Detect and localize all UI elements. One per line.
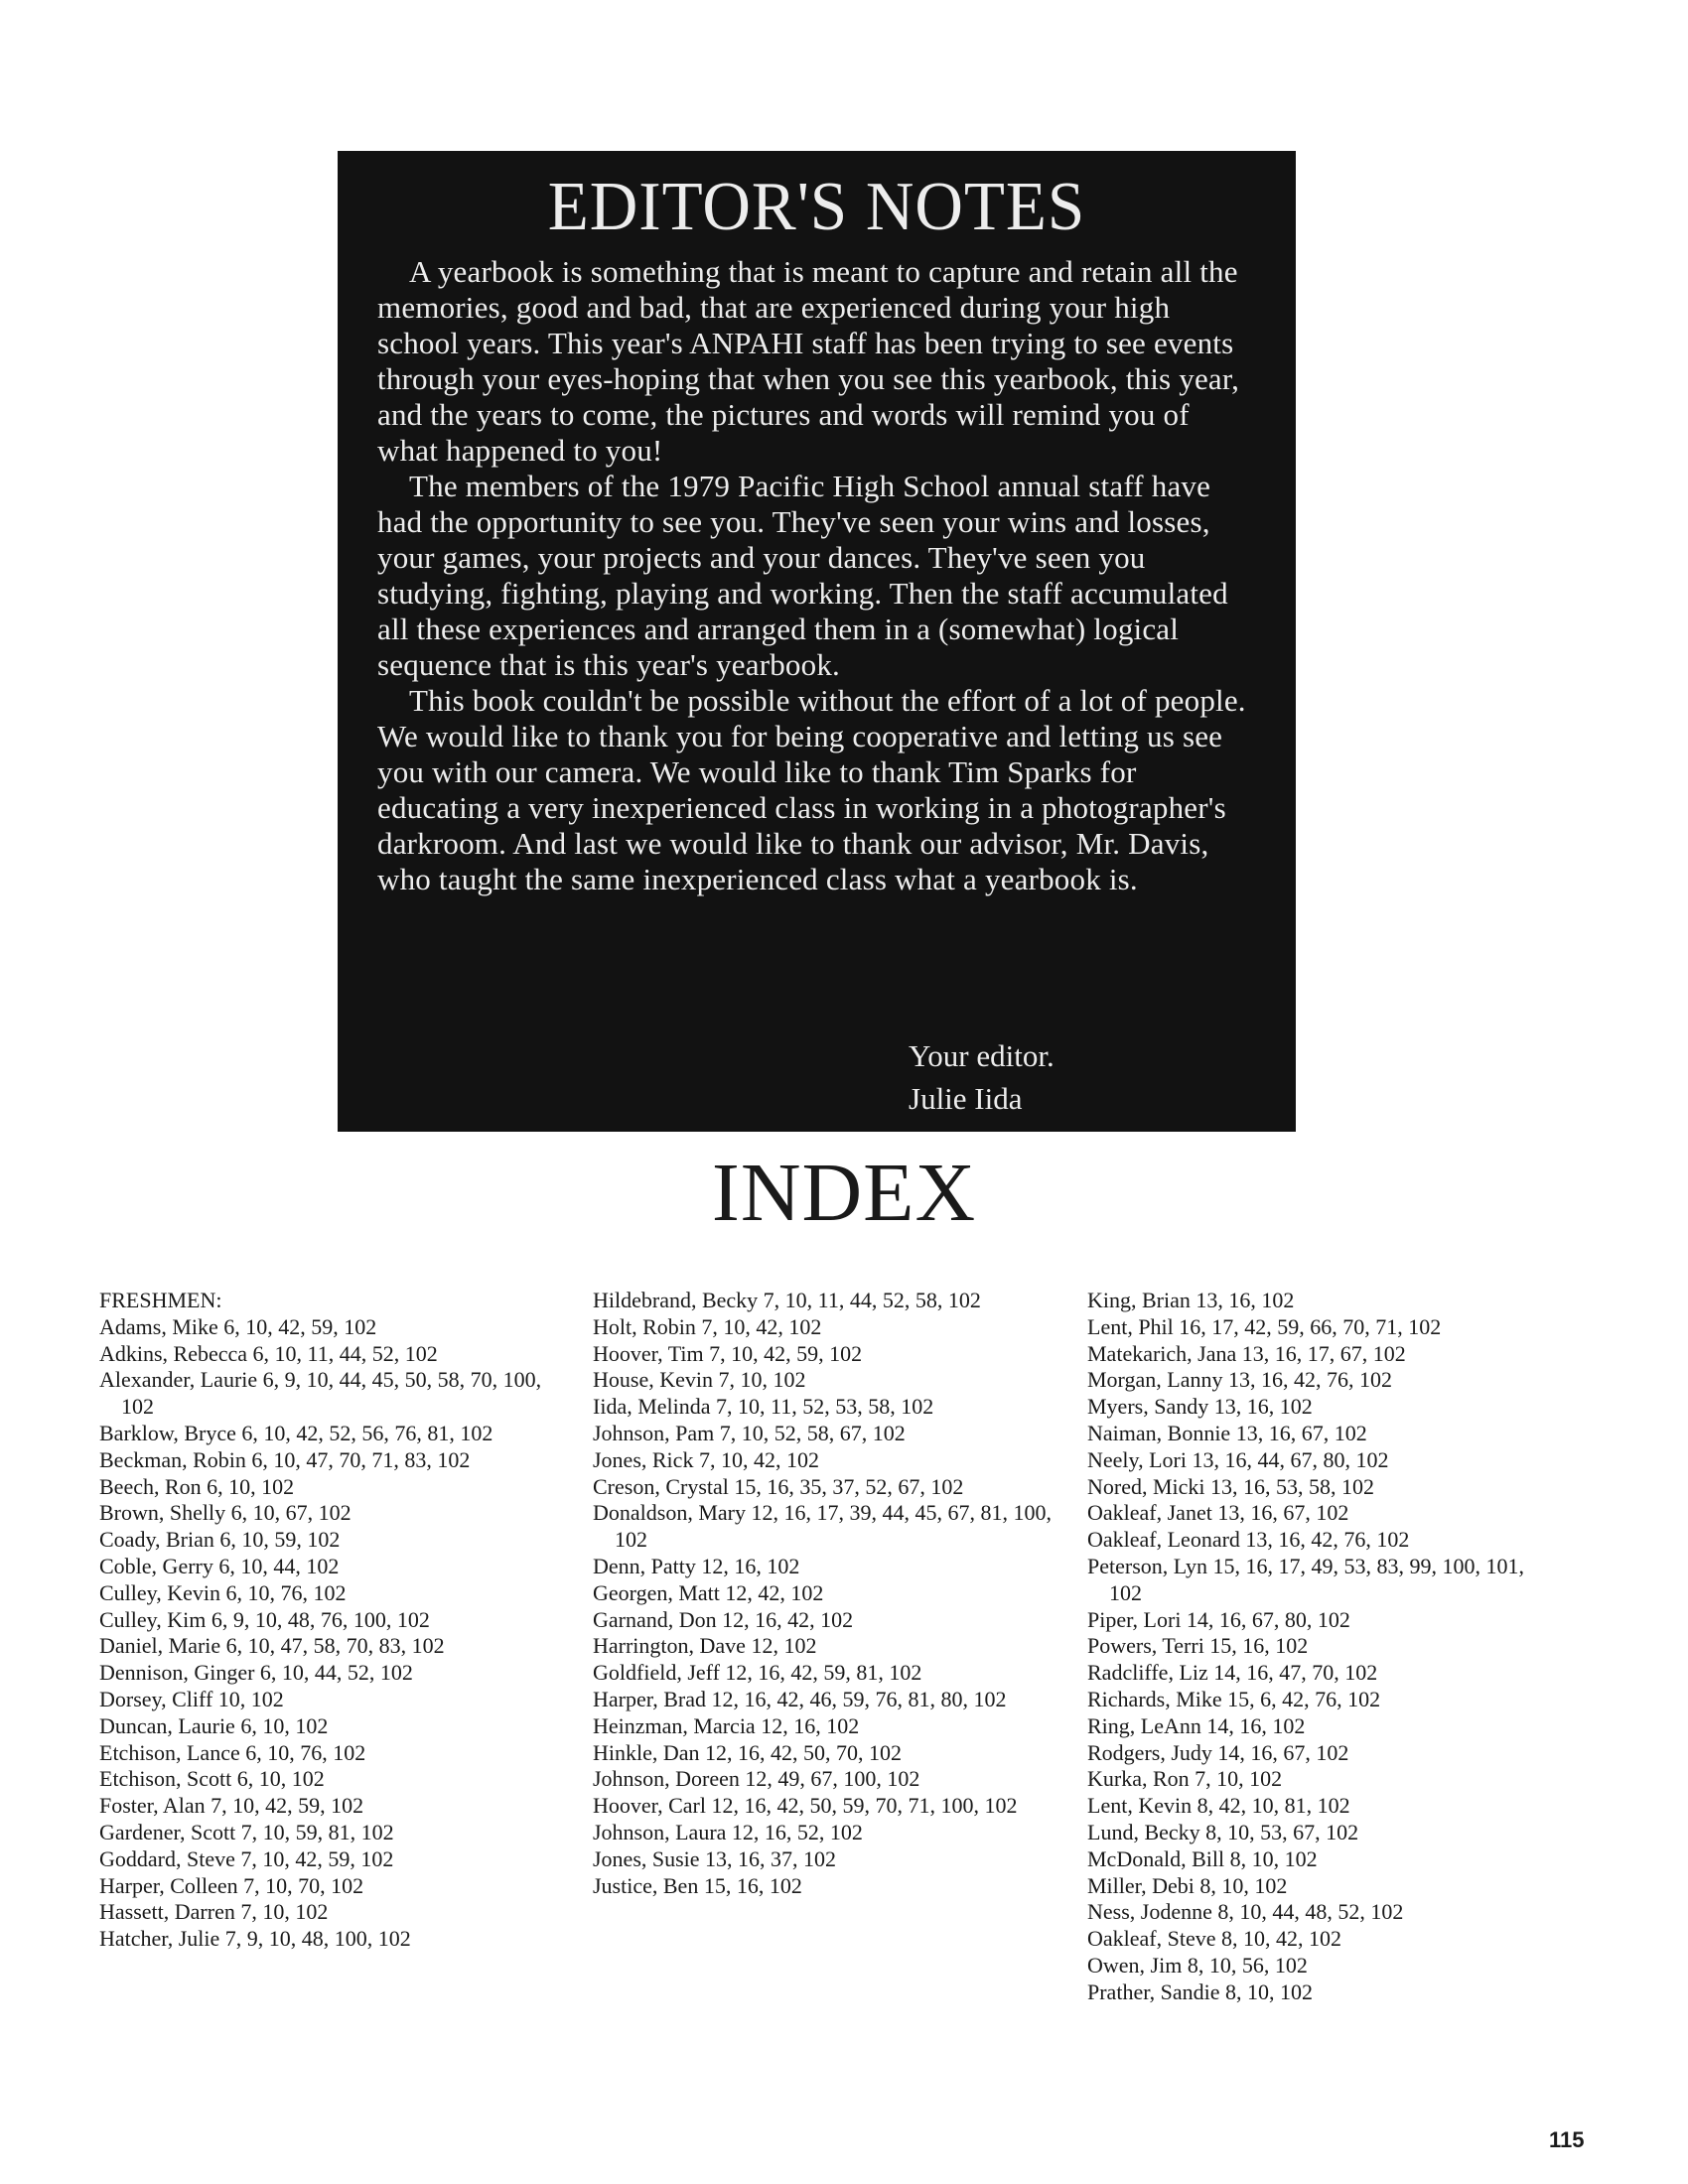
index-entry: Alexander, Laurie 6, 9, 10, 44, 45, 50, 58, 70, 100, 102	[99, 1367, 542, 1420]
index-entry: Morgan, Lanny 13, 16, 42, 76, 102	[1087, 1367, 1392, 1393]
index-entry: Peterson, Lyn 15, 16, 17, 49, 53, 83, 99, 100, 101, 102	[1087, 1553, 1524, 1605]
index-entry: Powers, Terri 15, 16, 102	[1087, 1633, 1309, 1659]
index-entry: Piper, Lori 14, 16, 67, 80, 102	[1087, 1606, 1350, 1632]
index-entry: Lent, Kevin 8, 42, 10, 81, 102	[1087, 1793, 1350, 1819]
index-entry: Barklow, Bryce 6, 10, 42, 52, 56, 76, 81, 102	[99, 1420, 493, 1445]
index-column	[1087, 1288, 1554, 2006]
index-entry: Lund, Becky 8, 10, 53, 67, 102	[1087, 1819, 1359, 1844]
index-entry: Georgen, Matt 12, 42, 102	[593, 1579, 824, 1605]
index-entry: Foster, Alan 7, 10, 42, 59, 102	[99, 1793, 364, 1819]
index-entry: Donaldson, Mary 12, 16, 17, 39, 44, 45, 67, 81, 100, 102	[593, 1500, 1052, 1553]
editor-signoff	[909, 1034, 1055, 1120]
index-entry: Owen, Jim 8, 10, 56, 102	[1087, 1952, 1308, 1978]
editor-name: Julie Iida	[909, 1081, 1023, 1116]
index-entry: King, Brian 13, 16, 102	[1087, 1288, 1295, 1312]
index-entry: Oakleaf, Steve 8, 10, 42, 102	[1087, 1926, 1341, 1952]
index-entry: Lent, Phil 16, 17, 42, 59, 66, 70, 71, 102	[1087, 1313, 1442, 1339]
index-entry: Culley, Kevin 6, 10, 76, 102	[99, 1579, 347, 1605]
index-entry: Harper, Colleen 7, 10, 70, 102	[99, 1872, 364, 1898]
index-entry: Richards, Mike 15, 6, 42, 76, 102	[1087, 1686, 1381, 1711]
index-entry: Hildebrand, Becky 7, 10, 11, 44, 52, 58, 102	[593, 1288, 981, 1312]
index-entry: Dorsey, Cliff 10, 102	[99, 1686, 284, 1711]
index-entry: Miller, Debi 8, 10, 102	[1087, 1872, 1288, 1898]
editors-notes-paragraph: A yearbook is something that is meant to capture and retain all the memories, good and bad, that are experienced during your high school years. This year's ANPAHI staff has been trying to see events through your eyes-hoping that when you see this yearbook, this year, and the years to come, the pictures and words will remind you of what happened to you!	[377, 254, 1240, 468]
index-entry: Brown, Shelly 6, 10, 67, 102	[99, 1500, 352, 1526]
index-entry: Coble, Gerry 6, 10, 44, 102	[99, 1553, 340, 1578]
index-entry: Hoover, Carl 12, 16, 42, 50, 59, 70, 71, 100, 102	[593, 1793, 1018, 1819]
page-number: 115	[1549, 2127, 1585, 2152]
index-entry: Denn, Patty 12, 16, 102	[593, 1553, 800, 1578]
index-column	[593, 1288, 1059, 1899]
index-entry: Beckman, Robin 6, 10, 47, 70, 71, 83, 102	[99, 1446, 471, 1472]
index-entry: McDonald, Bill 8, 10, 102	[1087, 1845, 1318, 1871]
index-title: INDEX	[711, 1147, 977, 1239]
index-entry: Kurka, Ron 7, 10, 102	[1087, 1766, 1283, 1792]
index-entry: Rodgers, Judy 14, 16, 67, 102	[1087, 1739, 1349, 1765]
editors-notes-title: EDITOR'S NOTES	[547, 169, 1086, 245]
index-entry: Gardener, Scott 7, 10, 59, 81, 102	[99, 1819, 394, 1844]
editors-notes-paragraph: This book couldn't be possible without the effort of a lot of people. We would like to thank you for being cooperative and letting us see you with our camera. We would like to thank Tim Sparks for educating a very inexperienced class in working in a photographer's darkroom. And last we would like to thank our advisor, Mr. Davis, who taught the same inexperienced class what a yearbook is.	[377, 683, 1246, 896]
index-entry: Harrington, Dave 12, 102	[593, 1633, 817, 1659]
index-entry: Hatcher, Julie 7, 9, 10, 48, 100, 102	[99, 1926, 411, 1952]
index-entry: Jones, Rick 7, 10, 42, 102	[593, 1446, 819, 1472]
index-entry: Justice, Ben 15, 16, 102	[593, 1872, 802, 1898]
index-entry: Dennison, Ginger 6, 10, 44, 52, 102	[99, 1660, 413, 1686]
index-entry: Prather, Sandie 8, 10, 102	[1087, 1979, 1314, 2004]
index-entry: Oakleaf, Leonard 13, 16, 42, 76, 102	[1087, 1527, 1410, 1553]
index-entry: Matekarich, Jana 13, 16, 17, 67, 102	[1087, 1340, 1406, 1366]
index-entry: Jones, Susie 13, 16, 37, 102	[593, 1845, 837, 1871]
editors-notes-box	[338, 151, 1296, 1132]
index-entry: Ring, LeAnn 14, 16, 102	[1087, 1712, 1306, 1738]
index-entry: Myers, Sandy 13, 16, 102	[1087, 1394, 1313, 1420]
index-entry: Goddard, Steve 7, 10, 42, 59, 102	[99, 1845, 394, 1871]
index-entry: Etchison, Lance 6, 10, 76, 102	[99, 1739, 366, 1765]
index-entry: Duncan, Laurie 6, 10, 102	[99, 1712, 329, 1738]
index-entry: Ness, Jodenne 8, 10, 44, 48, 52, 102	[1087, 1899, 1404, 1925]
signoff-line: Your editor.	[909, 1038, 1055, 1073]
index-entry: Hassett, Darren 7, 10, 102	[99, 1899, 329, 1925]
index-entry: Heinzman, Marcia 12, 16, 102	[593, 1712, 860, 1738]
index-entry: Hinkle, Dan 12, 16, 42, 50, 70, 102	[593, 1739, 903, 1765]
index-entry: Goldfield, Jeff 12, 16, 42, 59, 81, 102	[593, 1660, 922, 1686]
index-entry: Neely, Lori 13, 16, 44, 67, 80, 102	[1087, 1446, 1389, 1472]
index-entry: Adkins, Rebecca 6, 10, 11, 44, 52, 102	[99, 1340, 438, 1366]
index-entry: Radcliffe, Liz 14, 16, 47, 70, 102	[1087, 1660, 1378, 1686]
index-entry: Johnson, Laura 12, 16, 52, 102	[593, 1819, 863, 1844]
index-entry: Johnson, Pam 7, 10, 52, 58, 67, 102	[593, 1420, 906, 1445]
index-entry: Holt, Robin 7, 10, 42, 102	[593, 1313, 822, 1339]
index-entry: Johnson, Doreen 12, 49, 67, 100, 102	[593, 1766, 920, 1792]
index-entry: Daniel, Marie 6, 10, 47, 58, 70, 83, 102	[99, 1633, 445, 1659]
index-entry: Oakleaf, Janet 13, 16, 67, 102	[1087, 1500, 1349, 1526]
index-entry: House, Kevin 7, 10, 102	[593, 1367, 806, 1393]
index-entry: Nored, Micki 13, 16, 53, 58, 102	[1087, 1473, 1375, 1499]
editors-notes-paragraph: The members of the 1979 Pacific High School annual staff have had the opportunity to see you. They've seen your wins and losses, your games, your projects and your dances. They've seen you studying, fighting, playing and working. Then the staff accumulated all these experiences and arranged them in a (somewhat) logical sequence that is this year's yearbook.	[377, 469, 1228, 682]
index-section-heading: FRESHMEN:	[99, 1288, 222, 1312]
index-entry: Coady, Brian 6, 10, 59, 102	[99, 1527, 341, 1553]
index-entry: Hoover, Tim 7, 10, 42, 59, 102	[593, 1340, 863, 1366]
index-entry: Creson, Crystal 15, 16, 35, 37, 52, 67, 102	[593, 1473, 964, 1499]
index-column	[99, 1288, 566, 1953]
index-entry: Garnand, Don 12, 16, 42, 102	[593, 1606, 854, 1632]
index-entry: Culley, Kim 6, 9, 10, 48, 76, 100, 102	[99, 1606, 430, 1632]
index-entry: Adams, Mike 6, 10, 42, 59, 102	[99, 1313, 377, 1339]
index-entry: Etchison, Scott 6, 10, 102	[99, 1766, 325, 1792]
index-entry: Beech, Ron 6, 10, 102	[99, 1473, 295, 1499]
index-entry: Iida, Melinda 7, 10, 11, 52, 53, 58, 102	[593, 1394, 934, 1420]
index-entry: Harper, Brad 12, 16, 42, 46, 59, 76, 81, 80, 102	[593, 1686, 1007, 1711]
index-entry: Naiman, Bonnie 13, 16, 67, 102	[1087, 1420, 1367, 1445]
